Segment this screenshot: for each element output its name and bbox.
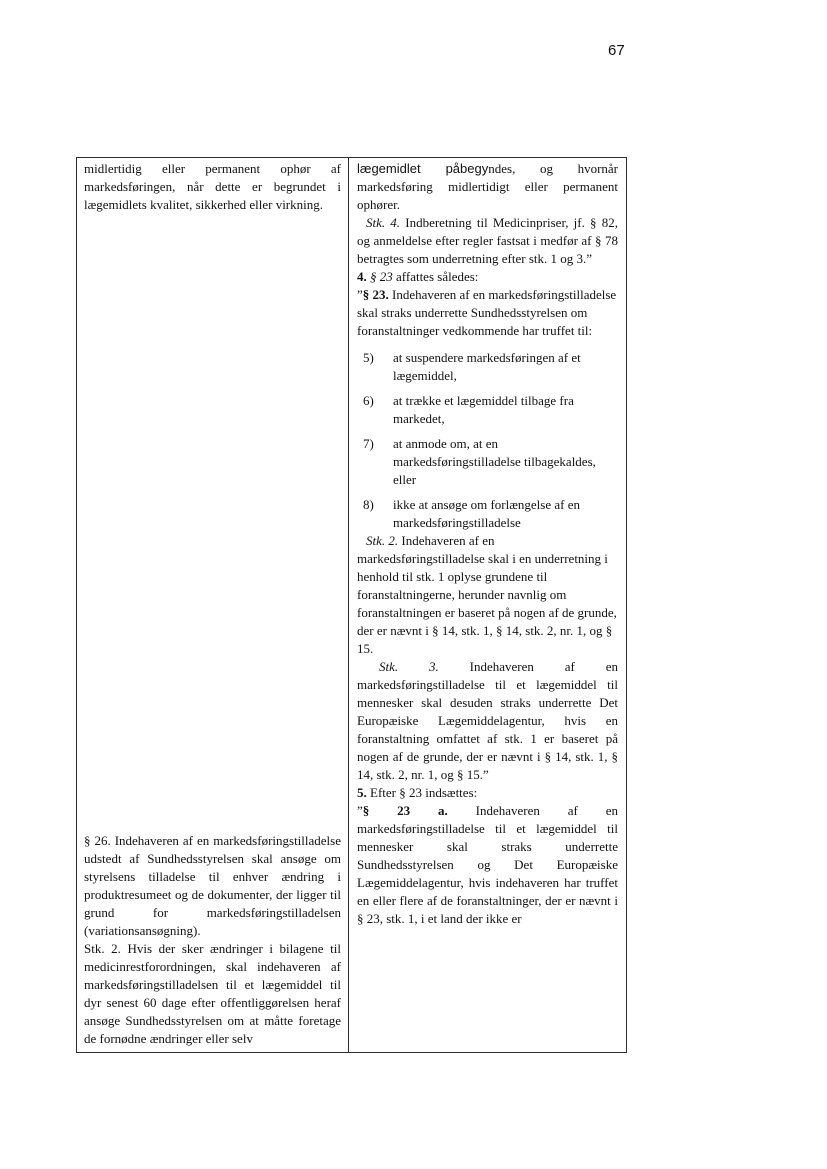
list-item-text: at anmode om, at en markedsføringstilladelse tilbagekaldes, eller: [393, 436, 596, 487]
list-item-number: 7): [363, 436, 374, 451]
paragraph-laegemidlet: lægemidlet påbegyndes, og hvornår markedsføring midlertidigt eller permanent ophører.: [357, 161, 618, 212]
paragraph-23: ”§ 23. Indehaveren af en markedsføringstilladelse skal straks underrette Sundhedsstyrelsen om foranstaltninger vedkommende har truffet til:: [357, 287, 617, 338]
list-item: [363, 349, 618, 385]
page-number: 67: [608, 42, 625, 59]
paragraph-23-stk3: Stk. 3. Indehaveren af en markedsføringstilladelse til et lægemiddel til mennesker skal desuden straks underrette Det Europæiske Lægemiddelagentur, hvis en foranstaltning omfattet af stk. 1 er baseret på nogen af de grunde, der er nævnt i § 14, stk. 1, § 14, stk. 2, nr. 1, og § 15.”: [357, 659, 618, 782]
paragraph-stk4: Stk. 4. Indberetning til Medicinpriser, jf. § 82, og anmeldelse efter regler fastsat i medfør af § 78 betragtes som underretning efter stk. 1 og 3.”: [357, 215, 618, 266]
paragraph-23a: ”§ 23 a. Indehaveren af en markedsføringstilladelse til et lægemiddel til mennesker skal straks underrette Sundhedsstyrelsen og Det Europæiske Lægemiddelagentur, hvis indehaveren har truffet en eller flere af de foranstaltninger, der er nævnt i § 23, stk. 1, i et land der ikke er: [357, 803, 619, 926]
list-item-number: 5): [363, 350, 374, 365]
list-item-number: 6): [363, 393, 374, 408]
paragraph-26-stk2: Stk. 2. Hvis der sker ændringer i bilagene til medicinrestforordningen, skal indehaveren af markedsføringstilladelsen til et lægemiddel til dyr senest 60 dage efter offentliggørelsen heraf ansøge Sundhedsstyrelsen om at måtte foretage de fornødne ændringer eller selv: [84, 941, 341, 1046]
numbered-list: [357, 349, 618, 532]
paragraph-23-stk2: Stk. 2. Indehaveren af en markedsføringstilladelse skal i en underretning i henhold til stk. 1 oplyse grundene til foranstaltningerne, herunder navnlig om foranstaltningen er baseret på nogen af de grunde, der er nævnt i § 14, stk. 1, § 14, stk. 2, nr. 1, og § 15.: [357, 533, 617, 656]
amendment-comparison-table: [76, 157, 627, 1053]
table-column-current-law: [77, 158, 349, 1052]
paragraph-26: § 26. Indehaveren af en markedsføringstilladelse udstedt af Sundhedsstyrelsen skal ansøge om styrelsens tilladelse til enhver ændring i produktresumeet og de dokumenter, der ligger til grund for markedsføringstilladelsen (variationsansøgning).: [84, 833, 341, 938]
heading-item-5: 5. Efter § 23 indsættes:: [357, 785, 478, 800]
list-item-text: at trække et lægemiddel tilbage fra markedet,: [393, 393, 574, 426]
list-item-text: ikke at ansøge om forlængelse af en markedsføringstilladelse: [393, 497, 580, 530]
empty-space: [84, 214, 341, 832]
table-column-amendment: [349, 158, 626, 1052]
paragraph-ophor: midlertidig eller permanent ophør af markedsføringen, når dette er begrundet i lægemidlets kvalitet, sikkerhed eller virkning.: [84, 161, 341, 212]
list-item: [363, 496, 618, 532]
list-item-number: 8): [363, 497, 374, 512]
list-item-text: at suspendere markedsføringen af et lægemiddel,: [393, 350, 581, 383]
list-item: [363, 435, 618, 489]
heading-item-4: 4. § 23 affattes således:: [357, 269, 479, 284]
list-item: [363, 392, 618, 428]
